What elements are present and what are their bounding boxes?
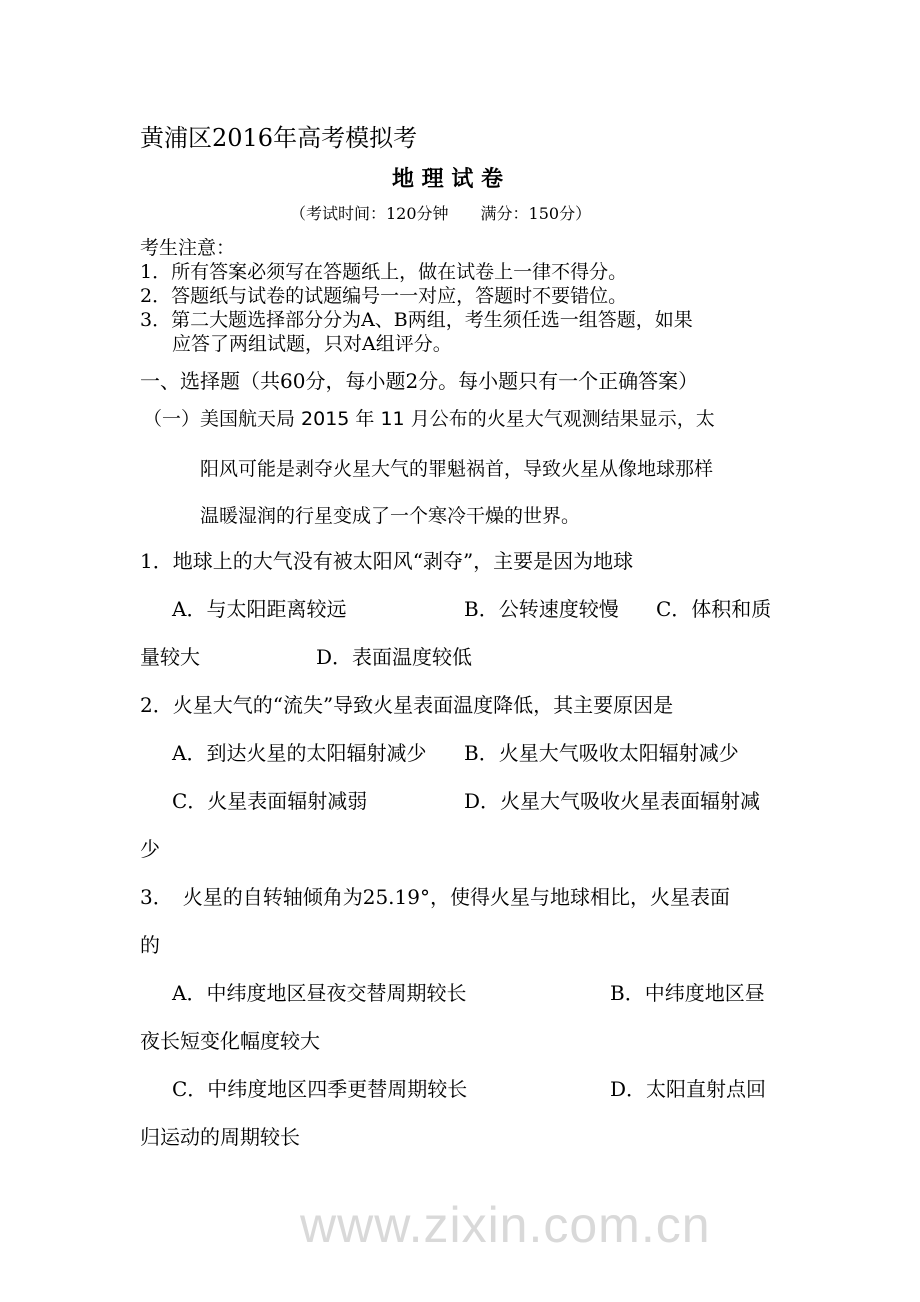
notice-heading: 考生注意： (140, 237, 236, 259)
passage-line: （一）美国航天局 2015 年 11 月公布的火星大气观测结果显示，太 (143, 408, 715, 430)
notice-item: 2．答题纸与试卷的试题编号一一对应，答题时不要错位。 (140, 285, 628, 307)
question-3-stem-cont: 的 (140, 933, 160, 957)
option-3a: A．中纬度地区昼夜交替周期较长 (172, 981, 467, 1005)
option-3d-cont: 归运动的周期较长 (140, 1125, 300, 1149)
question-3-stem: 3． 火星的自转轴倾角为25.19°，使得火星与地球相比，火星表面 (140, 885, 730, 909)
exam-title: 黄浦区2016年高考模拟考 (140, 124, 418, 152)
option-2d: D．火星大气吸收火星表面辐射减 (464, 789, 761, 813)
option-2d-cont: 少 (140, 837, 160, 861)
option-3d: D．太阳直射点回 (610, 1077, 767, 1101)
option-3c: C．中纬度地区四季更替周期较长 (172, 1077, 468, 1101)
option-1d: D．表面温度较低 (316, 645, 473, 669)
notice-item: 3．第二大题选择部分分为A、B两组，考生须任选一组答题，如果 (140, 309, 693, 331)
option-3b-cont: 夜长短变化幅度较大 (140, 1029, 320, 1053)
notice-item: 应答了两组试题，只对A组评分。 (172, 333, 452, 355)
option-2c: C．火星表面辐射减弱 (172, 789, 368, 813)
notice-item: 1．所有答案必须写在答题纸上，做在试卷上一律不得分。 (140, 261, 628, 283)
option-2a: A．到达火星的太阳辐射减少 (172, 741, 427, 765)
subject-title: 地 理 试 卷 (392, 167, 503, 192)
passage-line: 阳风可能是剥夺火星大气的罪魁祸首，导致火星从像地球那样 (200, 458, 714, 480)
option-1c: C．体积和质 (656, 597, 772, 621)
passage-line: 温暖湿润的行星变成了一个寒冷干燥的世界。 (200, 505, 581, 527)
option-1c-cont: 量较大 (140, 645, 200, 669)
option-2b: B．火星大气吸收太阳辐射减少 (464, 741, 739, 765)
option-1a: A．与太阳距离较远 (172, 597, 347, 621)
section-heading: 一、选择题（共60分，每小题2分。每小题只有一个正确答案） (140, 369, 699, 393)
watermark: www.zixin.com.cn (300, 1197, 711, 1253)
exam-info: （考试时间：120分钟 满分：150分） (290, 204, 592, 223)
option-3b: B．中纬度地区昼 (610, 981, 765, 1005)
option-1b: B．公转速度较慢 (464, 597, 619, 621)
question-2-stem: 2．火星大气的“流失”导致火星表面温度降低，其主要原因是 (140, 693, 674, 717)
question-1-stem: 1．地球上的大气没有被太阳风“剥夺”，主要是因为地球 (140, 549, 634, 573)
